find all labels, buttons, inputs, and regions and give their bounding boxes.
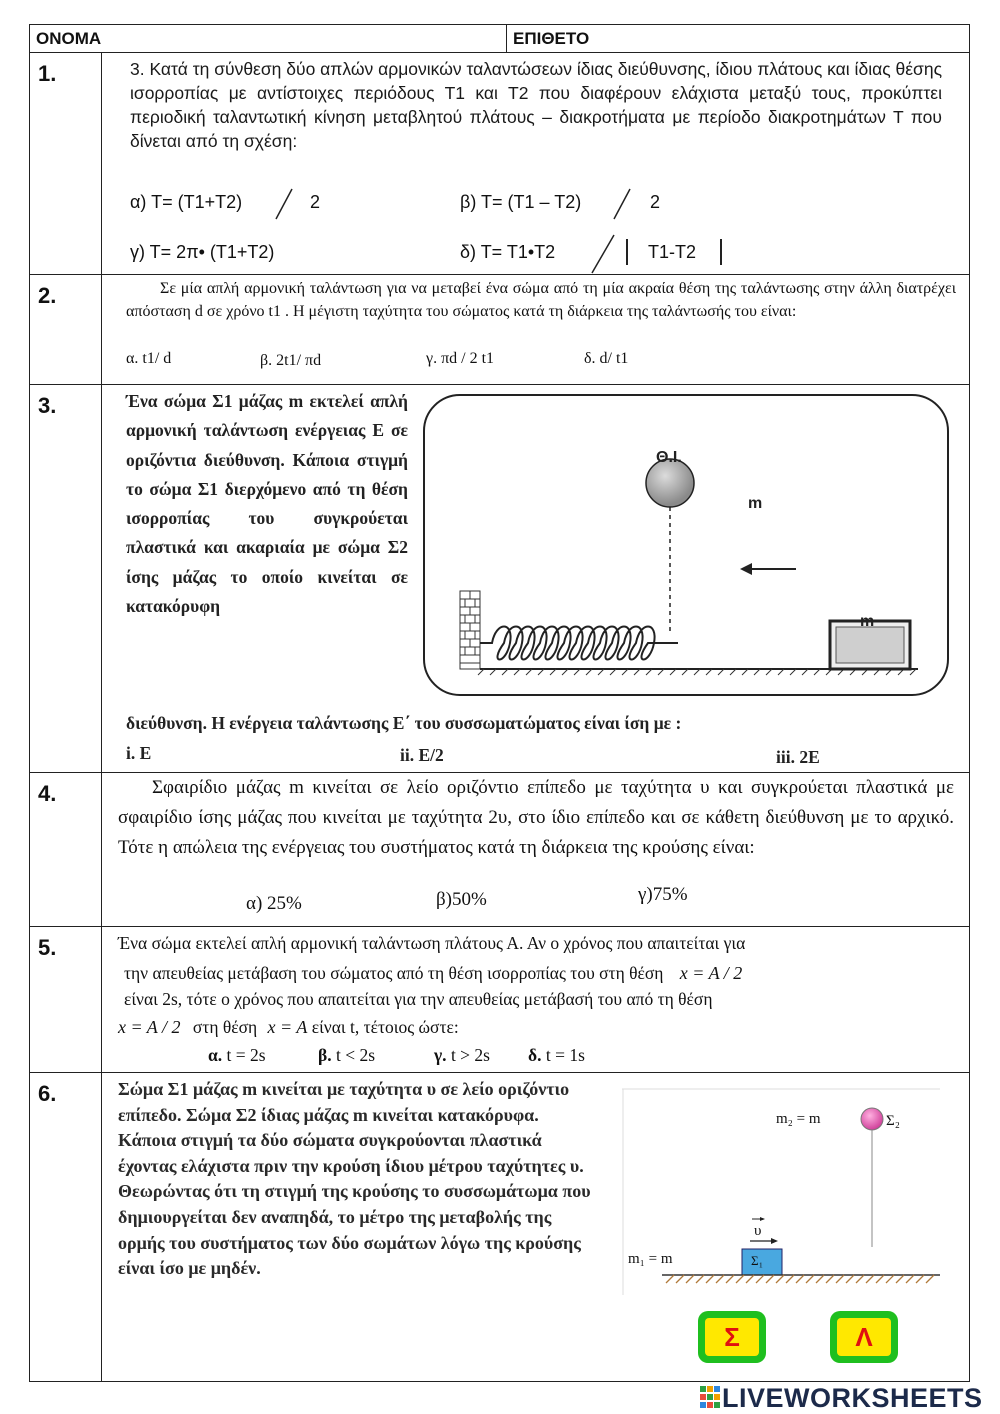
question-3 xyxy=(30,385,969,773)
option-value: t = 2s xyxy=(226,1045,266,1065)
equation: x = A / 2 xyxy=(679,963,743,983)
question-1 xyxy=(30,53,969,275)
option-a[interactable]: α) 25% xyxy=(246,893,302,914)
liveworksheets-logo-icon xyxy=(700,1386,720,1408)
option-letter: γ. xyxy=(434,1045,447,1065)
true-button[interactable] xyxy=(698,1311,766,1363)
brick-wall-icon xyxy=(460,591,480,669)
velocity-label: υ xyxy=(754,1223,762,1239)
s2-label: Σ₂ xyxy=(886,1113,900,1129)
worksheet xyxy=(29,24,970,1382)
option-b-denominator: 2 xyxy=(650,192,661,212)
option-letter: α. xyxy=(208,1045,223,1065)
option-c[interactable]: γ) Τ= 2π• (Τ1+Τ2) xyxy=(130,242,275,262)
question-line-2 xyxy=(124,959,742,987)
text-span: είναι t, τέτοιος ώστε: xyxy=(311,1017,459,1037)
option-b[interactable]: β) Τ= (Τ1 – Τ2) xyxy=(460,192,582,212)
spring-collision-figure xyxy=(422,393,950,699)
liveworksheets-logo[interactable]: LIVEWORKSHEETS xyxy=(722,1383,983,1413)
question-number: 2. xyxy=(30,275,102,384)
question-text: Ένα σώμα Σ1 μάζας m εκτελεί απλή αρμονική ταλάντωση ενέργειας Ε σε οριζόντια διεύθυνση. Κάποια στιγμή το σώμα Σ1 διερχόμενο από τη θέση ισορροπίας του συγκρούεται πλαστικά και ακαριαία με σώμα Σ2 ίσης μάζας το οποίο κινείται σε κατακόρυφη xyxy=(126,391,408,617)
option-b[interactable]: β)50% xyxy=(436,889,487,910)
abs-bar xyxy=(626,239,628,265)
false-button-label: Λ xyxy=(837,1318,891,1356)
option-d[interactable] xyxy=(528,1041,585,1069)
question-4 xyxy=(30,773,969,927)
equation: x = A xyxy=(267,1017,308,1037)
option-a[interactable]: α) Τ= (Τ1+Τ2) xyxy=(130,192,243,212)
option-b[interactable] xyxy=(318,1041,375,1069)
option-letter: β. xyxy=(318,1045,332,1065)
name-field[interactable]: ΟΝΟΜΑ xyxy=(30,25,507,53)
option-c[interactable] xyxy=(434,1041,490,1069)
question-text: Σφαιρίδιο μάζας m κινείται σε λείο οριζόντιο επίπεδο με ταχύτητα υ και συγκρούεται πλαστικά με σφαιρίδιο ίσης μάζας που κινείται με ταχύτητα 2υ, στο ίδιο επίπεδο και σε κάθετη διεύθυνση με το αρχικό. Τότε η απώλεια της ενέργειας του συστήματος κατά τη διάρκεια της κρούσης είναι: xyxy=(118,777,954,858)
option-a-denominator: 2 xyxy=(310,192,321,212)
header-row xyxy=(30,25,969,53)
text-span: την απευθείας μετάβαση του σώματος από τη θέση ισορροπίας του στη θέση xyxy=(124,963,664,983)
option-a[interactable]: α. t1/ d xyxy=(126,350,172,367)
question-text: Σώμα Σ1 μάζας m κινείται με ταχύτητα υ σε λείο οριζόντιο επίπεδο. Σώμα Σ2 ίδιας μάζας m κινείται κατακόρυφα. Κάποια στιγμή τα δύο σώματα συγκρούονται πλαστικά έχοντας ελάχιστα πριν την κρούση ίδιου μέτρου ταχύτητες υ. Θεωρώντας ότι τη στιγμή της κρούσης το συσσωμάτωμα που δημιουργείται δεν αναπηδά, το μέτρο της μεταβολής της ορμής του συστήματος των δύο σωμάτων λόγω της κρούσης είναι ίσο με μηδέν. xyxy=(118,1079,591,1279)
question-line-3: είναι 2s, τότε ο χρόνος που απαιτείται για την απευθείας μετάβασή του από τη θέση xyxy=(124,989,713,1009)
option-ii[interactable]: ii. Ε/2 xyxy=(400,745,444,765)
false-button[interactable] xyxy=(830,1311,898,1363)
question-number: 4. xyxy=(30,773,102,926)
question-5 xyxy=(30,927,969,1073)
true-button-label: Σ xyxy=(705,1318,759,1356)
option-c[interactable]: γ. πd / 2 t1 xyxy=(426,350,495,367)
question-line-4 xyxy=(118,1013,459,1041)
fraction-slash-icon xyxy=(588,233,618,275)
option-iii[interactable]: iii. 2Ε xyxy=(776,747,820,767)
question-line-1: Ένα σώμα εκτελεί απλή αρμονική ταλάντωση πλάτους Α. Αν ο χρόνος που απαιτείται για xyxy=(118,933,746,953)
fraction-slash-icon xyxy=(272,187,296,221)
m2-label: m₂ = m xyxy=(776,1111,821,1127)
question-2 xyxy=(30,275,969,385)
option-letter: δ. xyxy=(528,1045,542,1065)
question-6 xyxy=(30,1073,969,1381)
option-value: t < 2s xyxy=(335,1045,376,1065)
mass-label-block: m xyxy=(860,613,875,630)
abs-bar xyxy=(720,239,722,265)
option-a[interactable] xyxy=(208,1041,266,1069)
s1-label: Σ₁ xyxy=(751,1253,764,1268)
spring-icon xyxy=(480,627,678,660)
option-d-denominator: Τ1-Τ2 xyxy=(648,242,697,262)
m1-label: m₁ = m xyxy=(628,1251,673,1267)
mass-label-top: m xyxy=(748,495,763,512)
fraction-slash-icon xyxy=(610,187,634,221)
equation: x = A / 2 xyxy=(118,1017,181,1037)
question-number: 1. xyxy=(30,53,102,274)
arrow-left-icon xyxy=(740,563,796,575)
option-d[interactable]: δ. d/ t1 xyxy=(584,350,629,367)
equilibrium-label: Θ.Ι. xyxy=(656,449,682,466)
option-d[interactable]: δ) Τ= Τ1•Τ2 xyxy=(460,242,556,262)
option-i[interactable]: i. Ε xyxy=(126,743,152,763)
question-number: 6. xyxy=(30,1073,102,1381)
option-b[interactable]: β. 2t1/ πd xyxy=(260,352,322,369)
question-text: Σε μία απλή αρμονική ταλάντωση για να μεταβεί ένα σώμα από τη μία ακραία θέση της ταλάντωσης στην άλλη διατρέχει απόσταση d σε χρόνο t1 . Η μέγιστη ταχύτητα του σώματος κατά τη διάρκεια της ταλάντωσής του είναι: xyxy=(126,280,956,320)
question-text-end: διεύθυνση. Η ενέργεια ταλάντωσης Ε΄ του συσσωματώματος είναι ίση με : xyxy=(126,713,682,733)
question-number: 3. xyxy=(30,385,102,772)
sphere-icon xyxy=(861,1108,883,1130)
question-text: 3. Κατά τη σύνθεση δύο απλών αρμονικών ταλαντώσεων ίδιας διεύθυνσης, ίδιου πλάτους και ίδιας θέσης ισορροπίας με αντίστοιχες περιόδους Τ1 και Τ2 που διαφέρουν ελάχιστα μεταξύ τους, προκύπτει περιοδική ταλαντωτική κίνηση μεταβλητού πλάτους – διακροτήματα με περίοδο διακροτημάτων Τ που δίνεται από τη σχέση: xyxy=(130,59,942,151)
option-value: t = 1s xyxy=(545,1045,585,1065)
surname-field[interactable]: ΕΠΙΘΕΤΟ xyxy=(513,29,590,48)
ground-hatch xyxy=(666,1275,934,1283)
option-c[interactable]: γ)75% xyxy=(638,884,688,905)
text-span: στη θέση xyxy=(192,1017,258,1037)
option-value: t > 2s xyxy=(450,1045,490,1065)
question-number: 5. xyxy=(30,927,102,1072)
